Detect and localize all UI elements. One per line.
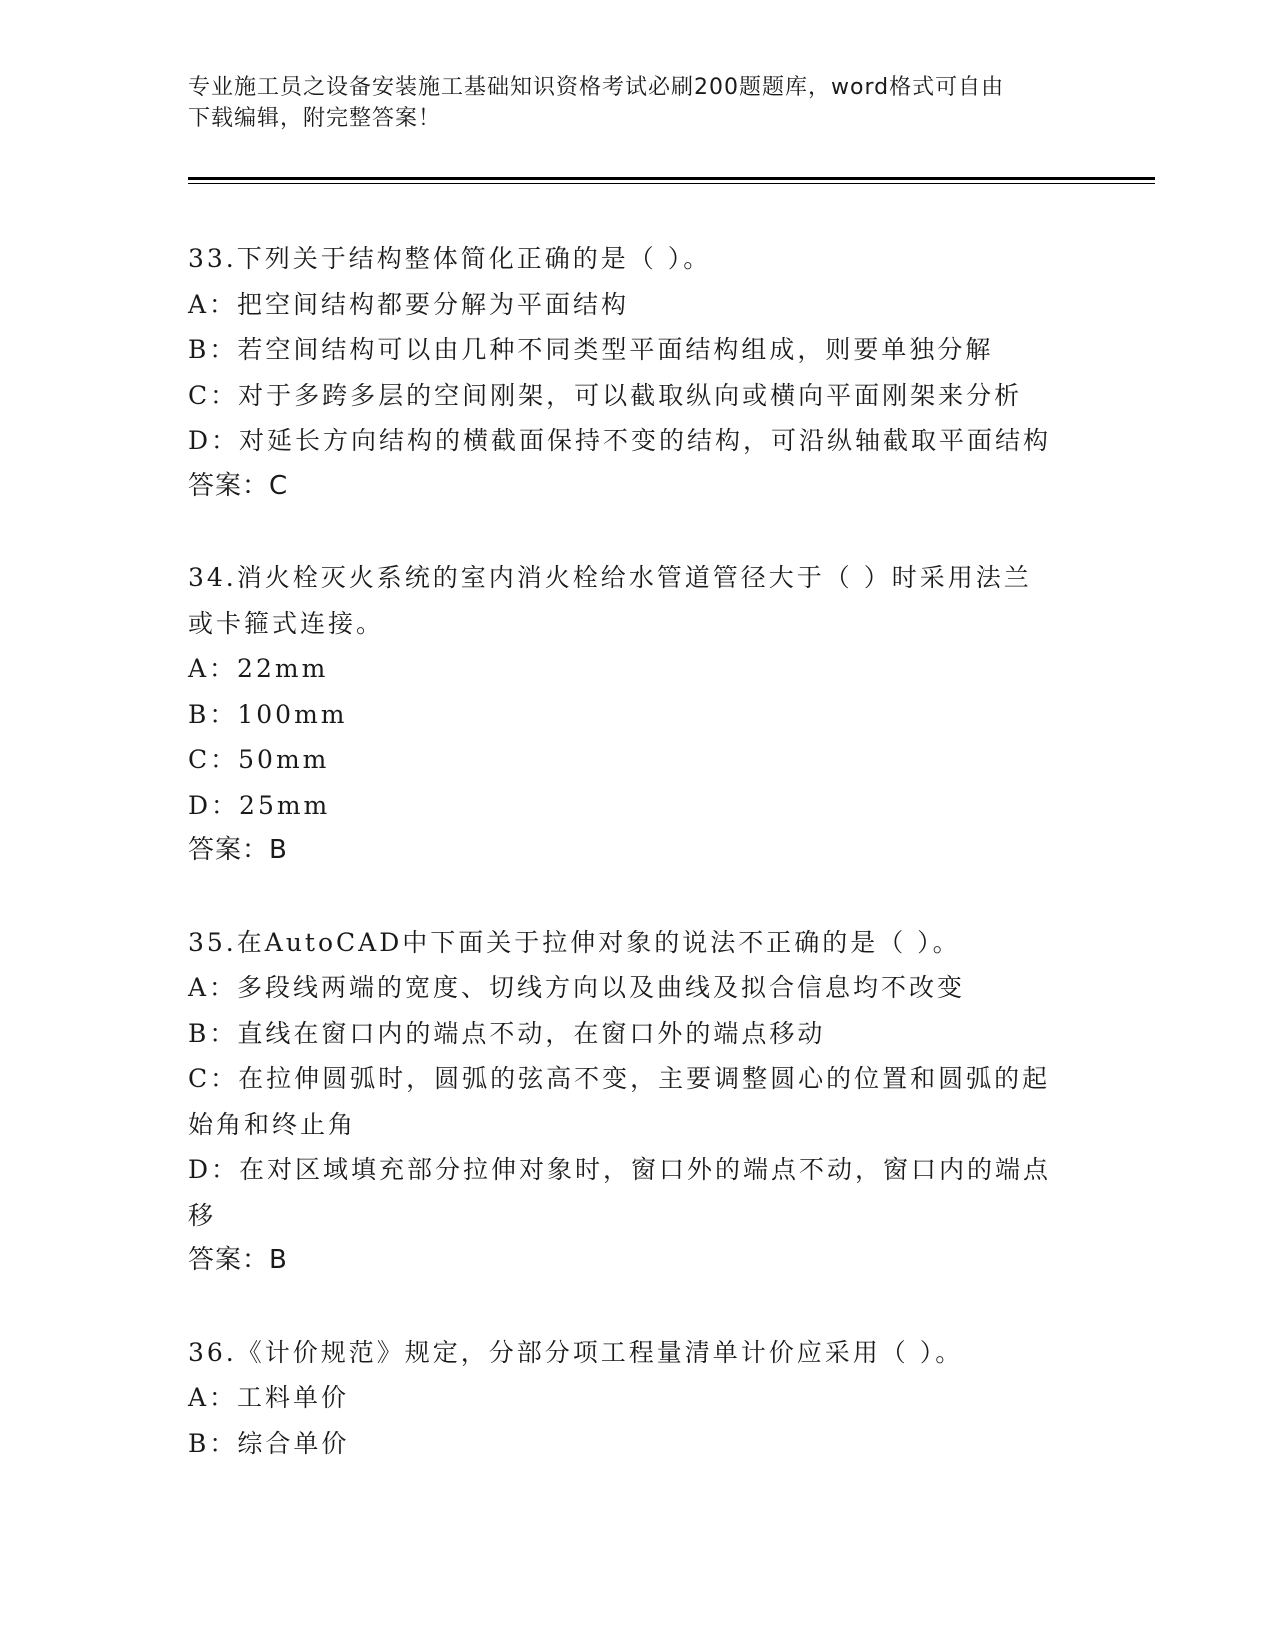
header-rule-thick — [188, 177, 1155, 180]
answer-option: C：在拉伸圆弧时，圆弧的弦高不变，主要调整圆心的位置和圆弧的起 — [188, 1064, 1051, 1093]
question-stem: 33.下列关于结构整体简化正确的是（ ）。 — [188, 244, 712, 273]
answer-option: 移 — [188, 1200, 217, 1230]
answer-option: A：22mm — [188, 654, 329, 683]
answer-key: 答案：B — [188, 1245, 288, 1275]
answer-key: 答案：B — [188, 835, 288, 865]
answer-option: C：对于多跨多层的空间刚架，可以截取纵向或横向平面刚架来分析 — [188, 380, 1023, 410]
answer-option: D：25mm — [188, 790, 331, 820]
question-stem: 或卡箍式连接。 — [188, 608, 385, 638]
header-line-2: 下载编辑，附完整答案！ — [188, 106, 442, 131]
answer-option: B：若空间结构可以由几种不同类型平面结构组成，则要单独分解 — [188, 335, 994, 364]
answer-key: 答案：C — [188, 470, 289, 501]
header-line-1: 专业施工员之设备安装施工基础知识资格考试必刷200题题库，word格式可自由 — [188, 75, 1005, 100]
document-header — [188, 72, 1088, 134]
answer-option: A：把空间结构都要分解为平面结构 — [188, 289, 630, 319]
question-list — [188, 236, 1088, 1512]
question-stem: 34.消火栓灭火系统的室内消火栓给水管道管径大于（ ）时采用法兰 — [188, 563, 1032, 592]
question-item — [188, 1330, 1088, 1467]
answer-option: A：工料单价 — [188, 1383, 350, 1412]
answer-option: B：直线在窗口内的端点不动，在窗口外的端点移动 — [188, 1018, 826, 1048]
answer-option: D：在对区域填充部分拉伸对象时，窗口外的端点不动，窗口内的端点 — [188, 1155, 1052, 1184]
answer-option: A：多段线两端的宽度、切线方向以及曲线及拟合信息均不改变 — [188, 973, 966, 1002]
answer-option: B：100mm — [188, 699, 348, 729]
answer-option: B：综合单价 — [188, 1428, 350, 1458]
question-item — [188, 920, 1088, 1284]
header-rule-thin — [188, 183, 1155, 184]
question-stem: 36.《计价规范》规定，分部分项工程量清单计价应采用（ ）。 — [188, 1337, 964, 1367]
question-stem: 35.在AutoCAD中下面关于拉伸对象的说法不正确的是（ ）。 — [188, 927, 961, 957]
answer-option: 始角和终止角 — [188, 1109, 357, 1139]
answer-option: D：对延长方向结构的横截面保持不变的结构，可沿纵轴截取平面结构 — [188, 426, 1052, 455]
answer-option: C：50mm — [188, 745, 330, 774]
question-item — [188, 555, 1088, 874]
question-item — [188, 236, 1088, 509]
